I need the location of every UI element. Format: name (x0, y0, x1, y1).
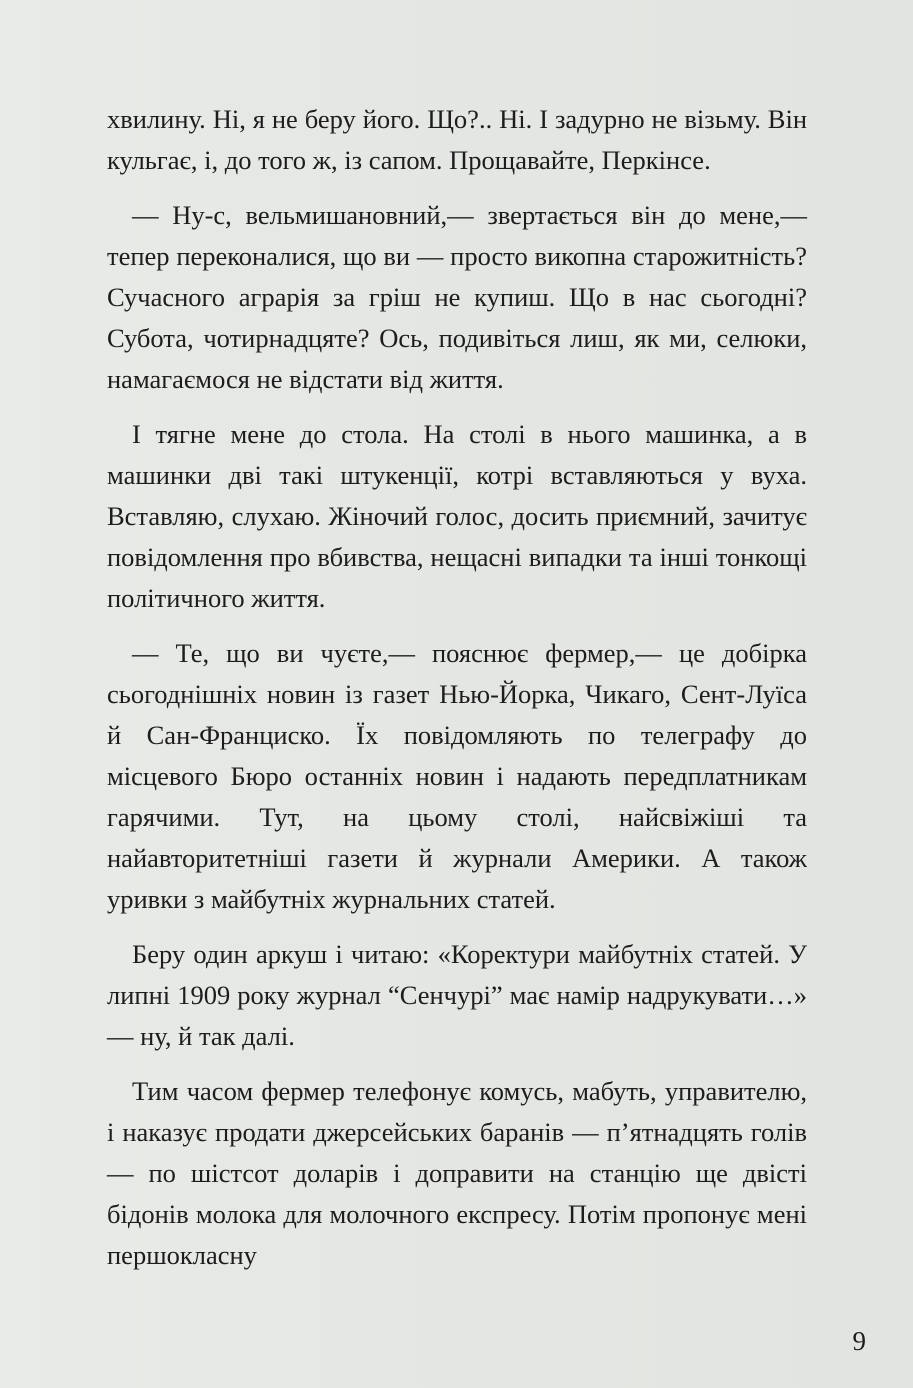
paragraph: — Те, що ви чуєте,— пояснює фермер,— це добірка сьогоднішніх новин із газет Нью-Йорка, Чикаго, Сент-Луїса й Сан-Франциско. Їх повідомляють по телеграфу до місцевого Бюро останніх новин і надають передплатникам гарячими. Тут, на цьому столі, найсвіжіші та найавторитетніші газети й журнали Америки. А також уривки з майбутніх журнальних статей. (107, 638, 807, 914)
paragraph: Беру один аркуш і читаю: «Коректури майбутніх статей. У липні 1909 року журнал “Сенчурі” має намір надрукувати…» — ну, й так далі. (107, 939, 807, 1051)
paragraph: — Ну-с, вельмишановний,— звертається він до мене,— тепер переконалися, що ви — просто викопна старожитність? Сучасного аграрія за гріш не купиш. Що в нас сьогодні? Субота, чотирнадцяте? Ось, подивіться лиш, як ми, селюки, намагаємося не відстати від життя. (107, 200, 807, 394)
paragraph: І тягне мене до стола. На столі в нього машинка, а в машинки дві такі штукенції, котрі вставляються у вуха. Вставляю, слухаю. Жіночий голос, досить приємний, зачитує повідомлення про вбивства, нещасні випадки та інші тонкощі політичного життя. (107, 419, 807, 613)
paragraph: Тим часом фермер телефонує комусь, мабуть, управителю, і наказує продати джерсейських баранів — п’ятнадцять голів — по шістсот доларів і доправити на станцію ще двісті бідонів молока для молочного експресу. Потім пропонує мені першокласну (107, 1076, 807, 1270)
page-number: 9 (852, 1326, 866, 1356)
paragraph: хвилину. Ні, я не беру його. Що?.. Ні. І задурно не візьму. Він кульгає, і, до того ж, із сапом. Прощавайте, Перкінсе. (107, 104, 807, 175)
page-text-body (107, 99, 807, 1290)
